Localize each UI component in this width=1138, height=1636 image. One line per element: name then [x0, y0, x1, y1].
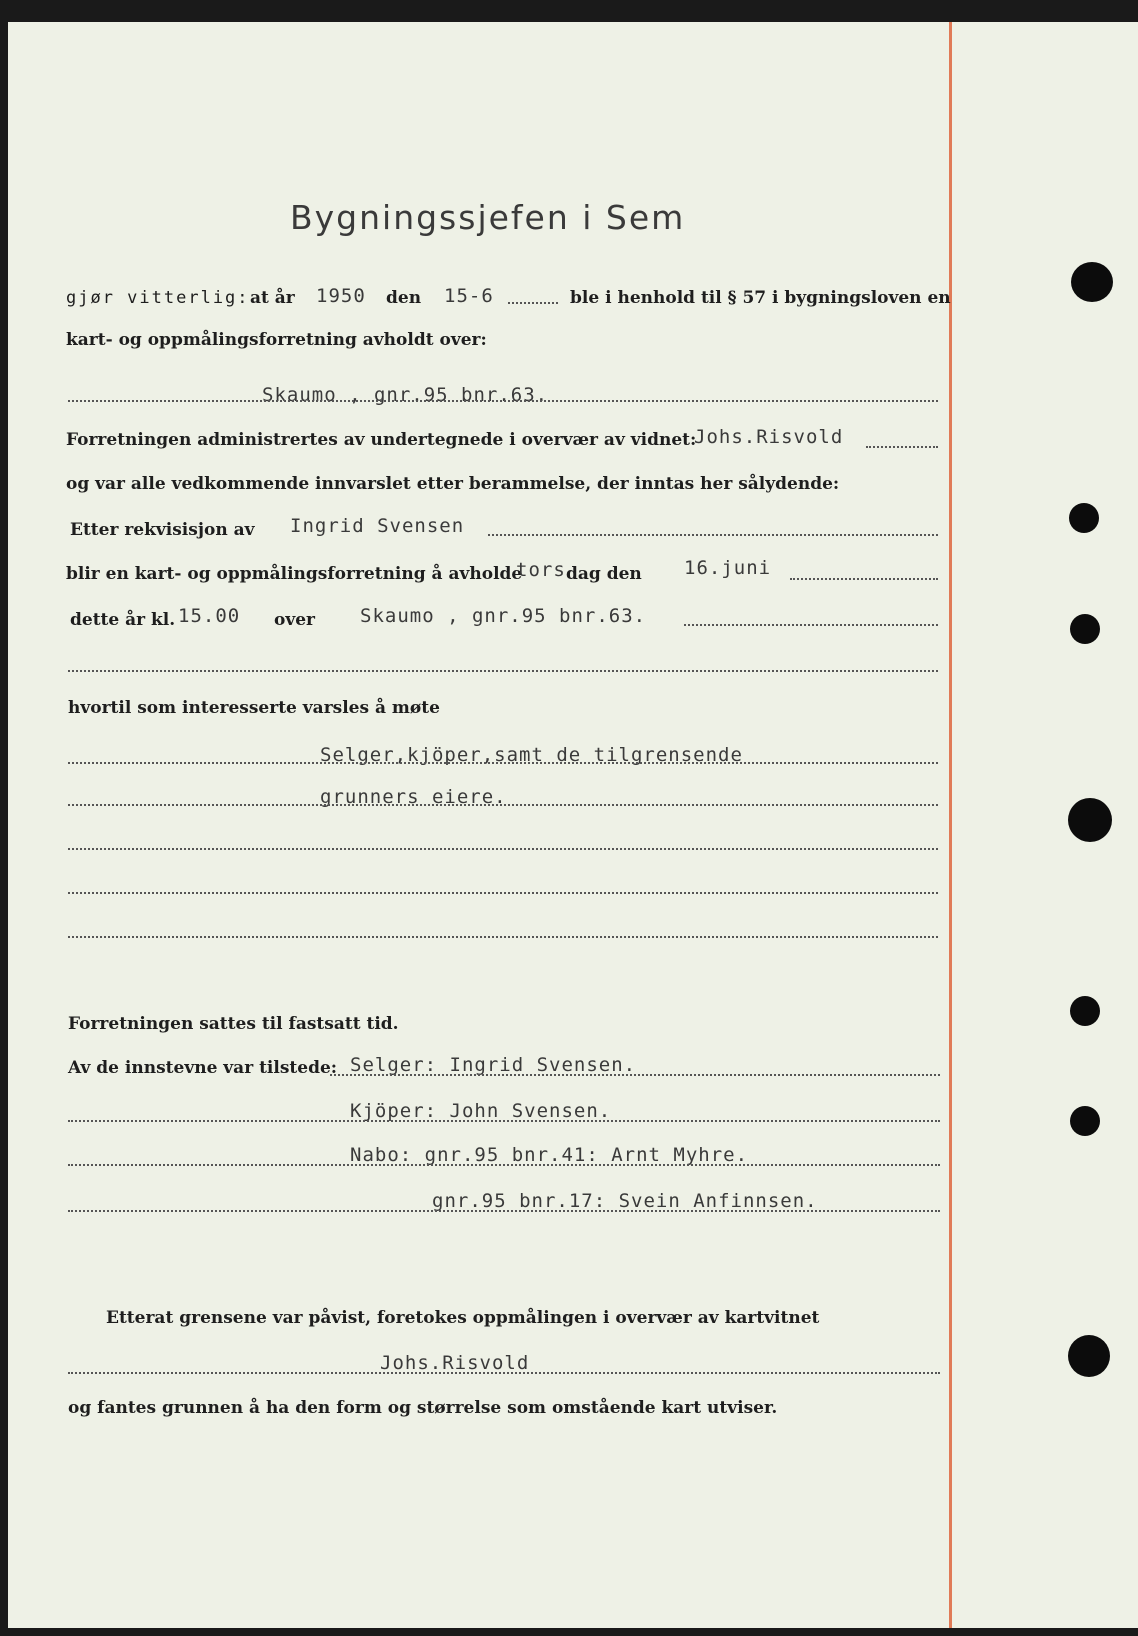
present-line: gnr.95 bnr.17: Svein Anfinnsen. [432, 1190, 818, 1212]
date-prefix: den [386, 288, 422, 308]
held-label: blir en kart- og oppmålingsforretning å avholde [66, 564, 523, 584]
closing-line: og fantes grunnen å ha den form og størrelse som omstående kart utviser. [68, 1398, 778, 1418]
surveyor-value: Johs.Risvold [380, 1352, 530, 1374]
present-line: Nabo: gnr.95 bnr.41: Arnt Myhre. [350, 1144, 749, 1166]
time-value: 15.00 [178, 605, 241, 627]
time-label: dette år kl. [70, 610, 176, 630]
blank-rule [68, 1372, 940, 1374]
punch-hole [1069, 503, 1099, 533]
blank-rule [68, 1210, 940, 1212]
blank-rule [68, 892, 938, 894]
blank-rule [68, 1120, 940, 1122]
held-time-line: Forretningen sattes til fastsatt tid. [68, 1014, 399, 1034]
punch-hole [1068, 1335, 1110, 1377]
survey-line: Etterat grensene var påvist, foretokes oppmålingen i overvær av kartvitnet [106, 1308, 820, 1328]
blank-rule [68, 848, 938, 850]
punch-hole [1070, 614, 1100, 644]
held-date: 16.juni [684, 557, 772, 579]
property-rule [68, 400, 938, 402]
blank-rule [68, 670, 938, 672]
present-line: Kjöper: John Svensen. [350, 1100, 612, 1122]
blank-rule [330, 1074, 940, 1076]
document-title: Bygningssjefen i Sem [290, 198, 686, 237]
law-text: ble i henhold til § 57 i bygningsloven en [570, 288, 951, 308]
witness-label: Forretningen administrertes av undertegnede i overvær av vidnet: [66, 430, 697, 450]
blank-rule [68, 804, 938, 806]
date-value: 15-6 [444, 285, 494, 307]
lead-text: gjør vitterlig: [66, 288, 250, 308]
witness-value: Johs.Risvold [694, 426, 844, 448]
present-label: Av de innstevne var tilstede: [68, 1058, 338, 1078]
over-label: over [274, 610, 315, 630]
held-day: tors [516, 559, 566, 581]
requisition-label: Etter rekvisisjon av [70, 520, 255, 540]
dotted-fill [508, 302, 558, 304]
dotted-fill [488, 534, 938, 536]
dotted-fill [684, 624, 938, 626]
blank-rule [68, 762, 938, 764]
dotted-fill [790, 578, 938, 580]
dotted-fill [866, 446, 938, 448]
year-value: 1950 [316, 285, 366, 307]
blank-rule [68, 936, 938, 938]
punch-hole [1070, 996, 1100, 1026]
invite-line: hvortil som interesserte varsles å møte [68, 698, 440, 718]
year-prefix: at år [250, 288, 295, 308]
margin-rule [949, 22, 952, 1628]
punch-hole [1071, 262, 1113, 302]
held-date-label: dag den [566, 564, 642, 584]
notice-line: og var alle vedkommende innvarslet etter berammelse, der inntas her sålydende: [66, 474, 840, 494]
requisition-value: Ingrid Svensen [290, 515, 465, 537]
property-value: Skaumo , gnr.95 bnr.63. [262, 384, 549, 406]
document-page [8, 22, 1138, 1628]
intro-line: kart- og oppmålingsforretning avholdt over: [66, 330, 487, 350]
punch-hole [1070, 1106, 1100, 1136]
time-property: Skaumo , gnr.95 bnr.63. [360, 605, 647, 627]
invitee-line: Selger,kjöper,samt de tilgrensende [320, 744, 743, 766]
present-line: Selger: Ingrid Svensen. [350, 1054, 637, 1076]
invitee-line: grunners eiere. [320, 786, 507, 808]
punch-hole [1068, 798, 1112, 842]
blank-rule [68, 1164, 940, 1166]
